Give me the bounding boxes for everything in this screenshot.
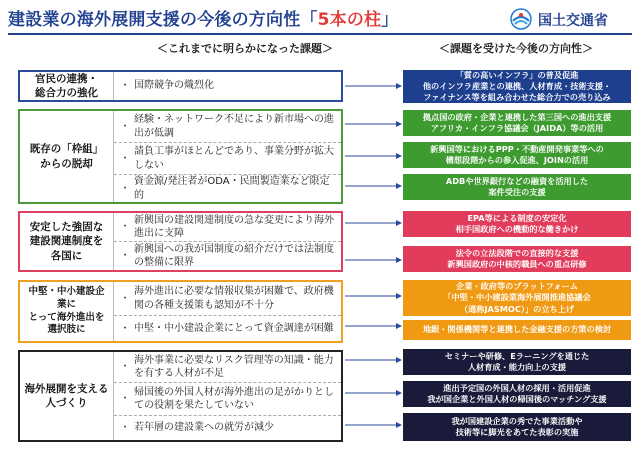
direction-box [403, 413, 631, 441]
section-label-line: 既存の「枠組」 [29, 143, 104, 156]
direction-box [403, 142, 631, 168]
section-institutions [18, 211, 343, 272]
direction-box [403, 246, 631, 272]
direction-line: 技術等に脚光をあてた表彰の実施 [455, 427, 579, 437]
challenge-item: ・ 海外事業に必要なリスク管理等の知識・能力を有する人材が不足 [114, 352, 341, 383]
challenge-item: ・ 請負工事がほとんどであり、事業分野が拡大しない [114, 143, 341, 175]
ministry-logo-icon [510, 8, 532, 30]
section-framework [18, 109, 343, 204]
direction-box [403, 211, 631, 237]
direction-line: 進出予定国の外国人材の採用・活用促進 [443, 382, 591, 393]
ministry-logo [510, 8, 634, 30]
title-main: 建設業の海外展開支援の今後の方向性 [8, 10, 301, 30]
direction-box [403, 70, 631, 103]
title-quote-close: 」 [381, 10, 399, 30]
challenge-item: ・ 資金源/発注者がODA・民間製造業など限定的 [114, 175, 341, 202]
direction-line: 相手国政府への機動的な働きかけ [455, 224, 579, 234]
challenge-item: ・ 国際競争の熾烈化 [114, 72, 341, 100]
direction-line: 我が国企業と外国人材の帰国後のマッチング支援 [427, 394, 607, 404]
direction-line: 「質の高いインフラ」の普及促進 [455, 69, 579, 80]
section-label-line: 海外展開を支える [24, 382, 109, 395]
direction-line: 案件受注の支援 [488, 187, 546, 197]
page-title [8, 5, 508, 31]
direction-line: 構想段階からの参入促進、JOINの活用 [445, 155, 589, 165]
direction-line: 拠点国の政府・企業と連携した第三国への進出支援 [422, 111, 612, 122]
section-label [20, 72, 114, 100]
section-label-line: 選択肢に [47, 324, 86, 336]
direction-line: 他のインフラ産業との連携、人材育成・技術支援・ [422, 80, 612, 91]
section-label-line: 中堅・中小建設企業に [28, 285, 105, 310]
direction-line: 新興国等におけるPPP・不動産開発事業等への [430, 143, 604, 154]
challenge-item: ・ 新興国の建設関連制度の急な変更により海外進出に支障 [114, 213, 341, 242]
direction-line: ADBや世界銀行などの融資を活用した [445, 175, 589, 186]
section-human-resources [18, 350, 343, 442]
direction-box [403, 280, 631, 316]
title-quote-open: 「 [300, 10, 318, 30]
section-label-line: 各国に [50, 249, 83, 262]
title-divider [8, 33, 632, 35]
section-label [20, 352, 114, 440]
challenges-header: ＜これまでに明らかになった課題＞ [157, 42, 333, 55]
direction-box [403, 320, 631, 340]
section-public-private [18, 70, 343, 102]
direction-line: 新興国政府の中核的職員への重点研修 [447, 259, 587, 269]
directions-header: ＜課題を受けた今後の方向性＞ [439, 42, 593, 55]
direction-line: セミナーや研修、Eラーニングを通じた [444, 350, 590, 361]
direction-box [403, 174, 631, 200]
challenge-item: ・ 帰国後の外国人材が海外進出の足がかりとしての役割を果たしていない [114, 383, 341, 416]
section-label-line: 総合力の強化 [35, 87, 98, 99]
section-label-line: 安定した強固な [29, 221, 104, 234]
section-sme [18, 280, 343, 343]
direction-line: 「中堅・中小建設業海外展開推進協議会 [443, 292, 591, 303]
title-accent: 5本の柱 [317, 10, 382, 30]
direction-line: 企業・政府等のプラットフォーム [456, 281, 578, 292]
direction-line: 人材育成・能力向上の支援 [467, 362, 567, 372]
direction-line: ファイナンス等を組み合わせた総合力での売り込み [423, 92, 611, 103]
section-label-line: 人づくり [45, 397, 88, 409]
section-label-line: 建設関連制度を [29, 235, 104, 248]
direction-line: アフリカ・インフラ協議会（JAIDA）等の活用 [430, 123, 604, 133]
challenge-item: ・ 若年層の建設業への就労が減少 [114, 416, 341, 440]
section-label-line: とって海外進出を [28, 311, 105, 323]
challenge-item: ・ 中堅・中小建設企業にとって資金調達が困難 [114, 316, 341, 341]
ministry-name: 国土交通省 [538, 13, 608, 29]
direction-box [403, 110, 631, 136]
section-label [20, 282, 114, 341]
direction-line: EPA等による制度の安定化 [467, 212, 567, 223]
direction-line: 我が国建設企業の秀でた事業活動や [451, 415, 583, 426]
connector-arrows [343, 60, 403, 450]
section-label [20, 213, 114, 270]
direction-box [403, 349, 631, 375]
challenge-item: ・ 海外進出に必要な情報収集が困難で、政府機関の各種支援策も認知が不十分 [114, 282, 341, 316]
section-label-line: 官民の連携・ [35, 72, 98, 85]
direction-line: 地銀・関係機関等と連携した金融支援の方策の検討 [422, 324, 612, 335]
section-label [20, 111, 114, 202]
direction-line: （通称JASMOC）」の立ち上げ [459, 303, 575, 314]
challenge-item: ・ 経験・ネットワーク不足により新市場への進出が低調 [114, 111, 341, 143]
direction-line: 法令の立法段階での直接的な支援 [455, 247, 579, 258]
direction-box [403, 381, 631, 407]
challenge-item: ・ 新興国への我が国制度の紹介だけでは法制度の整備に限界 [114, 242, 341, 270]
section-label-line: からの脱却 [40, 157, 93, 170]
